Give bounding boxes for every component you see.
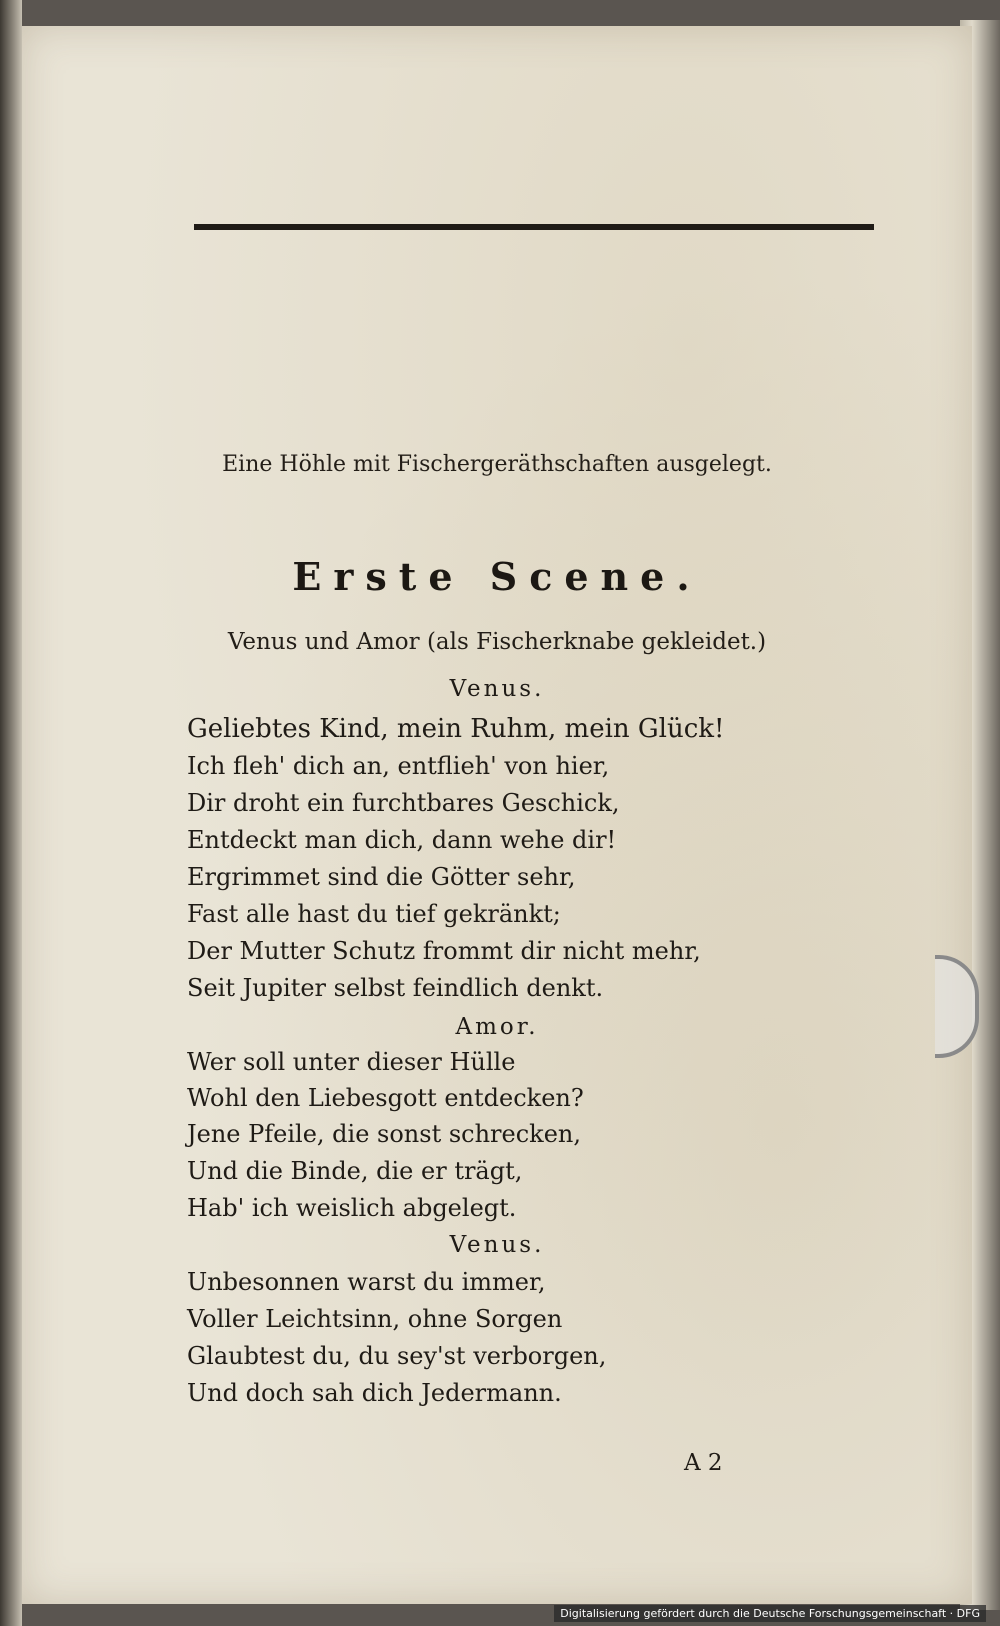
speaker-amor: Amor.	[455, 1014, 539, 1040]
dramatis-personae: Venus und Amor (als Fischerknabe gekleidet.)	[227, 629, 767, 655]
verse-line: Unbesonnen warst du immer,	[187, 1268, 546, 1296]
verse-line: Glaubtest du, du sey'st verborgen,	[187, 1342, 607, 1370]
book-spine-edge	[0, 0, 22, 1626]
verse-line: Und die Binde, die er trägt,	[187, 1157, 523, 1185]
book-page	[22, 26, 972, 1604]
verse-line: Hab' ich weislich abgelegt.	[187, 1194, 517, 1222]
verse-line: Wer soll unter dieser Hülle	[187, 1048, 516, 1076]
verse-line: Jene Pfeile, die sonst schrecken,	[187, 1120, 582, 1148]
scene-title: Erste Scene.	[292, 554, 702, 599]
verse-line: Seit Jupiter selbst feindlich denkt.	[187, 974, 604, 1002]
verse-line: Und doch sah dich Jedermann.	[187, 1379, 562, 1407]
digitization-credit: Digitalisierung gefördert durch die Deutsche Forschungsgemeinschaft · DFG	[554, 1605, 986, 1622]
speaker-venus: Venus.	[449, 1232, 545, 1258]
verse-line: Geliebtes Kind, mein Ruhm, mein Glück!	[187, 714, 725, 744]
verse-line: Dir droht ein furchtbares Geschick,	[187, 789, 620, 817]
verse-line: Der Mutter Schutz frommt dir nicht mehr,	[187, 937, 701, 965]
stage-setting: Eine Höhle mit Fischergeräthschaften ausgelegt.	[222, 452, 772, 477]
verse-line: Ich fleh' dich an, entflieh' von hier,	[187, 752, 610, 780]
header-rule	[194, 224, 874, 230]
verse-line: Ergrimmet sind die Götter sehr,	[187, 863, 576, 891]
speaker-venus: Venus.	[449, 676, 545, 702]
verse-line: Wohl den Liebesgott entdecken?	[187, 1084, 584, 1112]
signature-mark: A 2	[684, 1450, 723, 1476]
verse-line: Voller Leichtsinn, ohne Sorgen	[187, 1305, 563, 1333]
verse-line: Fast alle hast du tief gekränkt;	[187, 900, 561, 928]
verse-line: Entdeckt man dich, dann wehe dir!	[187, 826, 617, 854]
